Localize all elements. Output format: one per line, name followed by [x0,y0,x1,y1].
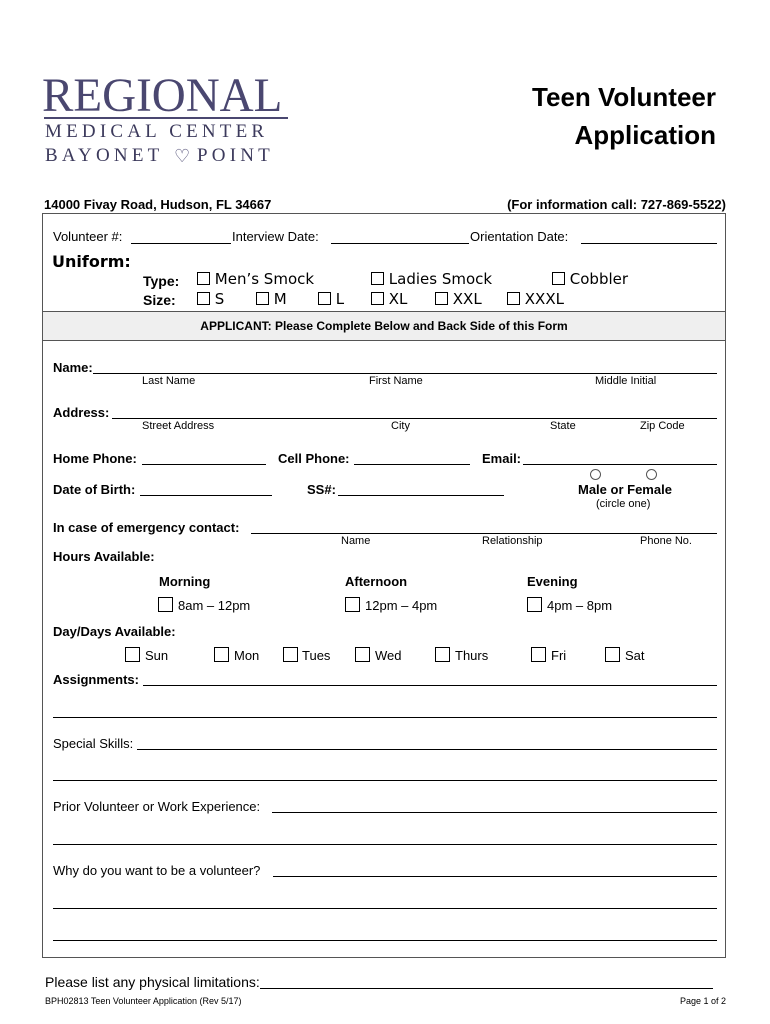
gender-label: Male or Female [578,482,672,497]
assignments-field-line2[interactable] [53,717,717,718]
volunteer-number-label: Volunteer #: [53,229,123,244]
type-cobbler[interactable]: Cobbler [552,270,628,288]
street-caption: Street Address [142,420,215,432]
size-xl[interactable]: XL [371,290,407,308]
name-field[interactable] [93,373,717,374]
why-volunteer-field-line2[interactable] [53,908,717,909]
type-ladies-smock[interactable]: Ladies Smock [371,270,492,288]
form-title-line1: Teen Volunteer [532,82,716,112]
thurs-label: Thurs [455,648,489,663]
wed-label: Wed [375,648,402,663]
zip-caption: Zip Code [640,420,685,432]
fri-label: Fri [551,648,567,663]
middle-initial-caption: Middle Initial [595,375,657,387]
heart-icon: ♡ [174,146,191,166]
logo-point: POINT [197,145,274,166]
checkbox[interactable] [371,292,384,305]
address-field[interactable] [112,418,717,419]
checkbox[interactable] [507,292,520,305]
special-skills-field[interactable] [137,749,717,750]
checkbox[interactable] [197,292,210,305]
dob-field[interactable] [140,495,272,496]
size-s[interactable]: S [197,290,224,308]
sat-label: Sat [625,648,645,663]
fri-checkbox[interactable] [531,647,546,662]
tues-label: Tues [302,648,331,663]
email-field[interactable] [523,464,717,465]
sat-checkbox[interactable] [605,647,620,662]
wed-checkbox[interactable] [355,647,370,662]
checkbox[interactable] [371,272,384,285]
emergency-field[interactable] [251,533,717,534]
uniform-size-label: Size: [143,292,176,308]
evening-checkbox[interactable] [527,597,542,612]
logo-medical-center: MEDICAL CENTER [45,121,269,142]
info-phone: (For information call: 727-869-5522) [507,197,726,212]
size-m[interactable]: M [256,290,287,308]
assignments-field[interactable] [143,685,717,686]
sun-label: Sun [145,648,169,663]
evening-label: Evening [527,574,578,589]
logo-rule [44,117,288,119]
home-phone-field[interactable] [142,464,266,465]
special-skills-label: Special Skills: [53,736,134,751]
home-phone-label: Home Phone: [53,451,137,466]
days-label: Day/Days Available: [53,624,176,639]
ssn-field[interactable] [338,495,504,496]
mon-checkbox[interactable] [214,647,229,662]
volunteer-number-field[interactable] [131,243,231,244]
why-volunteer-label: Why do you want to be a volunteer? [53,863,261,878]
hours-label: Hours Available: [53,549,155,564]
emergency-phone-caption: Phone No. [640,535,692,547]
email-label: Email: [482,451,522,466]
name-label: Name: [53,360,93,375]
state-caption: State [550,420,576,432]
afternoon-checkbox[interactable] [345,597,360,612]
morning-time: 8am – 12pm [178,598,251,613]
address-label: Address: [53,405,110,420]
gender-note: (circle one) [596,498,651,510]
checkbox[interactable] [435,292,448,305]
why-volunteer-field-line3[interactable] [53,940,717,941]
morning-label: Morning [159,574,211,589]
morning-checkbox[interactable] [158,597,173,612]
form-title-line2: Application [574,120,716,150]
prior-experience-field-line2[interactable] [53,844,717,845]
mon-label: Mon [234,648,260,663]
afternoon-label: Afternoon [345,574,408,589]
cell-phone-field[interactable] [354,464,470,465]
form-id: BPH02813 Teen Volunteer Application (Rev 5/17) [45,996,242,1006]
size-l[interactable]: L [318,290,344,308]
city-caption: City [391,420,410,432]
interview-date-field[interactable] [331,243,469,244]
ssn-label: SS#: [307,482,336,497]
prior-experience-field[interactable] [272,812,717,813]
last-name-caption: Last Name [142,375,196,387]
orientation-date-field[interactable] [581,243,717,244]
logo-bayonet: BAYONET [45,145,164,166]
why-volunteer-field[interactable] [273,876,717,877]
dob-label: Date of Birth: [53,482,136,497]
tues-checkbox[interactable] [283,647,298,662]
checkbox[interactable] [318,292,331,305]
sun-checkbox[interactable] [125,647,140,662]
female-radio[interactable] [646,469,657,480]
prior-experience-label: Prior Volunteer or Work Experience: [53,799,261,814]
afternoon-time: 12pm – 4pm [365,598,438,613]
logo-regional: REGIONAL [42,69,283,122]
physical-limitations-label: Please list any physical limitations: [45,974,260,990]
hospital-address: 14000 Fivay Road, Hudson, FL 34667 [44,197,272,212]
emergency-relationship-caption: Relationship [482,535,543,547]
uniform-type-label: Type: [143,273,180,289]
cell-phone-label: Cell Phone: [278,451,350,466]
checkbox[interactable] [552,272,565,285]
size-xxl[interactable]: XXL [435,290,482,308]
interview-date-label: Interview Date: [232,229,319,244]
assignments-label: Assignments: [53,672,139,687]
size-xxxl[interactable]: XXXL [507,290,564,308]
special-skills-field-line2[interactable] [53,780,717,781]
page-number: Page 1 of 2 [679,996,726,1006]
uniform-label: Uniform: [52,252,131,271]
physical-limitations-field[interactable] [260,988,713,989]
emergency-name-caption: Name [341,535,371,547]
type-mens-smock[interactable]: Men’s Smock [197,270,314,288]
checkbox[interactable] [256,292,269,305]
applicant-banner-text: APPLICANT: Please Complete Below and Back Side of this Form [200,319,568,333]
thurs-checkbox[interactable] [435,647,450,662]
orientation-date-label: Orientation Date: [470,229,569,244]
checkbox[interactable] [197,272,210,285]
first-name-caption: First Name [369,375,423,387]
emergency-label: In case of emergency contact: [53,520,240,535]
evening-time: 4pm – 8pm [547,598,613,613]
male-radio[interactable] [590,469,601,480]
